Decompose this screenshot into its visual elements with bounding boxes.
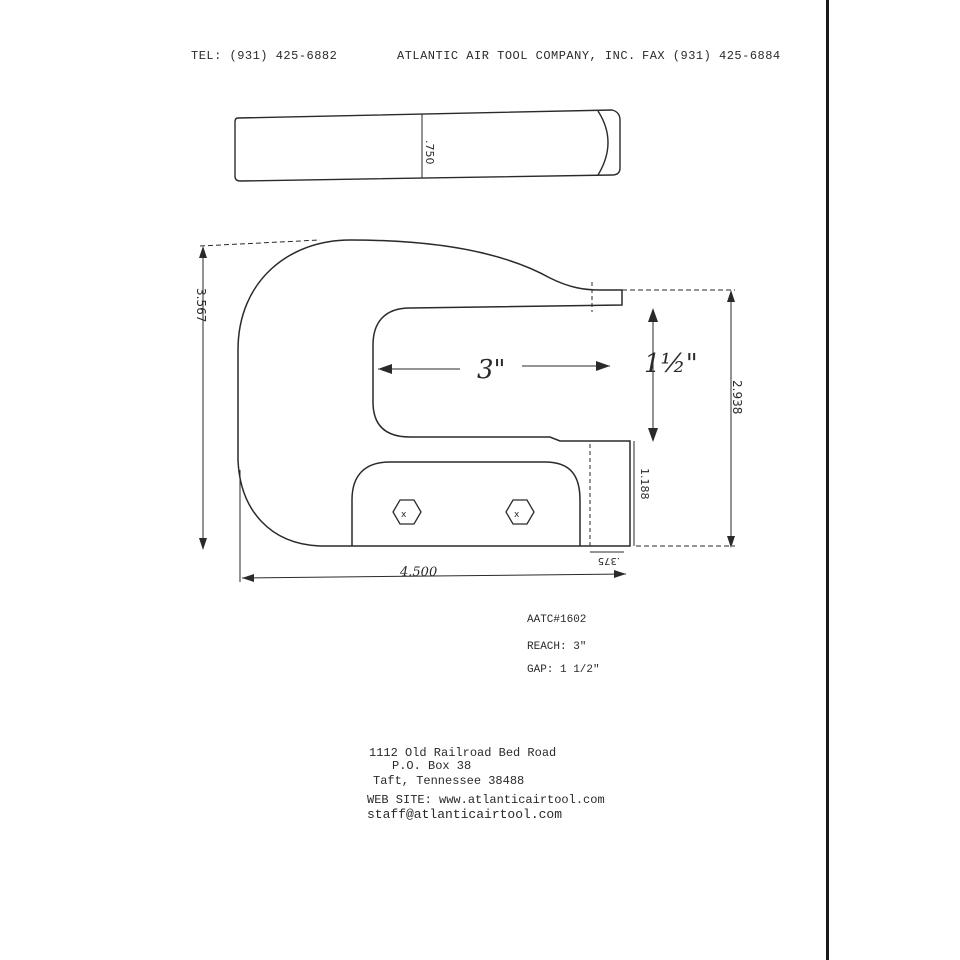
- address-city: Taft, Tennessee 38488: [373, 774, 525, 788]
- header-fax: FAX (931) 425-6884: [642, 49, 781, 63]
- website: WEB SITE: www.atlanticairtool.com: [367, 793, 605, 807]
- front-view: [238, 240, 630, 546]
- top-view-thickness: .750: [423, 140, 436, 165]
- c-frame-outline: [238, 240, 630, 546]
- bottom-width-label: 4.500: [400, 565, 438, 580]
- top-view-round-end: [598, 111, 608, 175]
- dimension-arrowheads: [199, 246, 735, 582]
- reach-dimension-label: 3": [477, 355, 506, 385]
- email: staff@atlanticairtool.com: [367, 807, 563, 822]
- part-number: AATC#1602: [527, 614, 587, 626]
- svg-text:x: x: [514, 510, 520, 520]
- header-company: ATLANTIC AIR TOOL COMPANY, INC.: [397, 49, 636, 63]
- svg-text:x: x: [401, 510, 407, 520]
- header-phone: TEL: (931) 425-6882: [191, 49, 338, 63]
- step-width-label: .375: [597, 555, 620, 566]
- bolt-left: [393, 500, 421, 524]
- lower-pocket: [352, 462, 580, 546]
- right-height-label: 2.938: [730, 380, 744, 415]
- dimension-lines: [200, 240, 735, 582]
- step-height-label: 1.188: [638, 468, 651, 500]
- gap-dimension-label: 1½": [644, 349, 698, 379]
- reach-spec: REACH: 3": [527, 641, 587, 653]
- address-street: 1112 Old Railroad Bed Road: [369, 746, 557, 760]
- gap-spec: GAP: 1 1/2": [527, 664, 600, 676]
- address-po-box: P.O. Box 38: [392, 759, 472, 773]
- left-height-label: 3.567: [194, 288, 208, 323]
- bolt-right: [506, 500, 534, 524]
